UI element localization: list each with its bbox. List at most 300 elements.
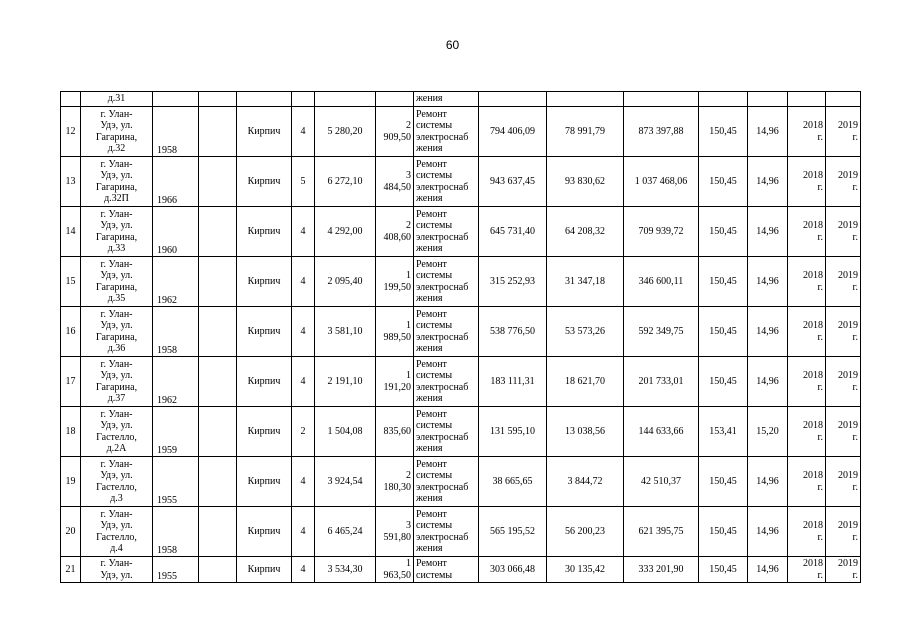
cell-work-line: системы — [416, 120, 453, 131]
cell-floors: 4 — [292, 457, 315, 507]
cell-area-living-line: 1 — [406, 320, 411, 331]
cell-empty — [199, 107, 237, 157]
cell-area-total: 6 272,10 — [315, 157, 376, 207]
cell-address — [81, 407, 153, 457]
cell-cost-sum: 333 201,90 — [624, 557, 699, 583]
cell-num: 21 — [61, 557, 81, 583]
cell-cost-sum: 709 939,72 — [624, 207, 699, 257]
cell-cost-extra: 93 830,62 — [547, 157, 624, 207]
cell-work-line: Ремонт — [416, 158, 447, 170]
cell-cost-total: 645 731,40 — [479, 207, 547, 257]
table-row — [61, 307, 861, 357]
cell-address-line: Гастелло, — [96, 431, 137, 443]
cell-work — [414, 407, 479, 457]
cell-year-start — [788, 207, 826, 257]
cell-material: Кирпич — [237, 107, 292, 157]
cell-cost-sum: 592 349,75 — [624, 307, 699, 357]
cell-year: 1966 — [153, 157, 199, 207]
cell-work-line: жения — [416, 543, 443, 554]
cell-floors: 4 — [292, 507, 315, 557]
cell-area-living — [376, 257, 414, 307]
cell-work-line: системы — [416, 470, 453, 481]
cell-floors: 2 — [292, 407, 315, 457]
table-row — [61, 207, 861, 257]
cell-area-total — [315, 92, 376, 107]
cell-cost-sum: 201 733,01 — [624, 357, 699, 407]
cell-area-living-line: 3 — [406, 520, 411, 531]
cell-address-line: Гагарина, — [95, 131, 138, 143]
cell-address-line: Гастелло, — [96, 481, 137, 493]
cell-year-start-line: 2018 — [803, 270, 823, 281]
cell-address-line: г. Улан- — [100, 508, 133, 520]
cell-num: 15 — [61, 257, 81, 307]
table-row-continued — [61, 92, 861, 107]
cell-work-line: Ремонт — [416, 208, 447, 220]
cell-year-start-line: 2018 — [803, 370, 823, 381]
cell-year-end-line: г. — [852, 431, 858, 443]
cell-material: Кирпич — [237, 357, 292, 407]
cell-cost-total: 565 195,52 — [479, 507, 547, 557]
cell-work-line: системы — [416, 370, 453, 381]
cell-cost-extra — [547, 92, 624, 107]
cell-year-start — [788, 507, 826, 557]
cell-area-living — [376, 557, 414, 583]
cell-area-living-line: 909,50 — [383, 131, 411, 143]
cell-work-line: жения — [416, 193, 443, 204]
cell-area-living — [376, 157, 414, 207]
cell-year-end — [826, 157, 861, 207]
cell-rate1: 150,45 — [699, 557, 748, 583]
cell-area-living — [376, 357, 414, 407]
cell-address-line: д.32П — [104, 193, 129, 204]
cell-cost-total: 794 406,09 — [479, 107, 547, 157]
cell-address-line: д.33 — [107, 243, 126, 254]
cell-cost-total: 538 776,50 — [479, 307, 547, 357]
cell-year-end-line: г. — [852, 231, 858, 243]
cell-area-living-line: 408,60 — [383, 231, 411, 243]
cell-cost-extra: 30 135,42 — [547, 557, 624, 583]
cell-area-living — [376, 107, 414, 157]
cell-work — [414, 257, 479, 307]
cell-year-end — [826, 92, 861, 107]
table-row — [61, 357, 861, 407]
cell-year: 1962 — [153, 257, 199, 307]
cell-work-line: электроснаб — [416, 531, 469, 543]
cell-num — [61, 92, 81, 107]
cell-area-total: 4 292,00 — [315, 207, 376, 257]
cell-area-living — [376, 407, 414, 457]
cell-year-end — [826, 207, 861, 257]
cell-work-line: электроснаб — [416, 331, 469, 343]
cell-year-end-line: 2019 — [838, 320, 858, 331]
cell-empty — [199, 357, 237, 407]
cell-work-line: системы — [416, 170, 453, 181]
cell-cost-extra: 3 844,72 — [547, 457, 624, 507]
cell-cost-total: 943 637,45 — [479, 157, 547, 207]
cell-year — [153, 92, 199, 107]
cell-year-start-line: 2018 — [803, 120, 823, 131]
cell-address-line: д.32 — [107, 143, 126, 154]
cell-floors — [292, 92, 315, 107]
cell-address-line: Удэ, ул. — [100, 370, 133, 381]
cell-work-line: жения — [416, 143, 443, 154]
cell-area-total: 3 534,30 — [315, 557, 376, 583]
cell-year-start — [788, 107, 826, 157]
cell-area-total: 2 095,40 — [315, 257, 376, 307]
cell-rate1: 150,45 — [699, 357, 748, 407]
cell-address-line: Гагарина, — [95, 281, 138, 293]
cell-area-living-line: 484,50 — [383, 181, 411, 193]
cell-year-start-line: г. — [817, 181, 823, 193]
cell-year-end — [826, 107, 861, 157]
cell-material: Кирпич — [237, 207, 292, 257]
cell-floors: 4 — [292, 307, 315, 357]
cell-address — [81, 157, 153, 207]
cell-work-line: Ремонт — [416, 108, 447, 120]
cell-year-start-line: г. — [817, 481, 823, 493]
cell-year-end — [826, 507, 861, 557]
cell-address-line: Удэ, ул. — [100, 520, 133, 531]
cell-area-total: 5 280,20 — [315, 107, 376, 157]
cell-work-line: системы — [416, 220, 453, 231]
cell-area-living — [376, 507, 414, 557]
page-number: 60 — [445, 38, 460, 52]
cell-year-end — [826, 357, 861, 407]
cell-area-living-line: 180,30 — [383, 481, 411, 493]
table-row — [61, 257, 861, 307]
cell-year-end-line: г. — [852, 531, 858, 543]
cell-empty — [199, 557, 237, 583]
cell-year-start-line: г. — [817, 531, 823, 543]
cell-area-living-line: 2 — [406, 220, 411, 231]
cell-work-line: Ремонт — [416, 358, 447, 370]
cell-address — [81, 507, 153, 557]
housing-repair-table — [60, 91, 861, 583]
cell-cost-total: 303 066,48 — [479, 557, 547, 583]
cell-rate1: 150,45 — [699, 257, 748, 307]
cell-year-end-line: 2019 — [838, 420, 858, 431]
cell-work: жения — [414, 92, 479, 107]
cell-address-line: г. Улан- — [100, 108, 133, 120]
cell-address — [81, 257, 153, 307]
cell-rate2: 14,96 — [748, 307, 788, 357]
cell-year-start-line: г. — [817, 281, 823, 293]
cell-address-line: Удэ, ул. — [100, 170, 133, 181]
cell-num: 16 — [61, 307, 81, 357]
cell-rate2: 14,96 — [748, 157, 788, 207]
cell-material: Кирпич — [237, 507, 292, 557]
cell-work-line: системы — [416, 569, 453, 581]
cell-empty — [199, 157, 237, 207]
cell-rate2: 15,20 — [748, 407, 788, 457]
cell-area-total: 6 465,24 — [315, 507, 376, 557]
cell-rate1: 150,45 — [699, 307, 748, 357]
cell-year-end — [826, 557, 861, 583]
cell-num: 17 — [61, 357, 81, 407]
cell-num: 18 — [61, 407, 81, 457]
cell-rate2: 14,96 — [748, 107, 788, 157]
cell-address-line: г. Улан- — [100, 458, 133, 470]
cell-address-line: д.4 — [110, 543, 123, 554]
cell-area-living-line: 1 — [406, 370, 411, 381]
cell-work-line: Ремонт — [416, 258, 447, 270]
cell-address — [81, 357, 153, 407]
table-row — [61, 107, 861, 157]
cell-year-start — [788, 257, 826, 307]
cell-address-line: д.36 — [107, 343, 126, 354]
cell-address-line: г. Улан- — [100, 208, 133, 220]
cell-year: 1958 — [153, 107, 199, 157]
cell-address-line: д.3 — [110, 493, 123, 504]
cell-area-living-line: 3 — [406, 170, 411, 181]
cell-year-start — [788, 357, 826, 407]
cell-cost-extra: 13 038,56 — [547, 407, 624, 457]
cell-work-line: системы — [416, 270, 453, 281]
cell-rate2: 14,96 — [748, 357, 788, 407]
cell-year-start-line: г. — [817, 431, 823, 443]
cell-address — [81, 457, 153, 507]
cell-address-line: Удэ, ул. — [100, 220, 133, 231]
cell-year-end — [826, 257, 861, 307]
cell-empty — [199, 207, 237, 257]
cell-address-line: г. Улан- — [100, 408, 133, 420]
cell-empty — [199, 407, 237, 457]
cell-work-line: жения — [416, 443, 443, 454]
cell-year-end-line: 2019 — [838, 520, 858, 531]
cell-floors: 4 — [292, 257, 315, 307]
table-row — [61, 157, 861, 207]
cell-area-total: 3 924,54 — [315, 457, 376, 507]
cell-year-start-line: г. — [817, 381, 823, 393]
cell-material: Кирпич — [237, 257, 292, 307]
cell-year-end-line: г. — [852, 281, 858, 293]
cell-work-line: электроснаб — [416, 431, 469, 443]
cell-work — [414, 157, 479, 207]
cell-work — [414, 207, 479, 257]
cell-area-living-line: 2 — [406, 470, 411, 481]
cell-cost-extra: 64 208,32 — [547, 207, 624, 257]
cell-material: Кирпич — [237, 557, 292, 583]
cell-num: 12 — [61, 107, 81, 157]
cell-year-end-line: г. — [852, 381, 858, 393]
cell-cost-sum: 346 600,11 — [624, 257, 699, 307]
cell-work-line: электроснаб — [416, 231, 469, 243]
cell-material — [237, 92, 292, 107]
cell-area-living-line: 835,60 — [383, 425, 411, 437]
cell-year-start-line: 2018 — [803, 420, 823, 431]
cell-work — [414, 507, 479, 557]
cell-year-start-line: 2018 — [803, 170, 823, 181]
cell-address-line: г. Улан- — [100, 158, 133, 170]
cell-year-end — [826, 457, 861, 507]
cell-address-line: г. Улан- — [100, 558, 133, 569]
cell-year: 1958 — [153, 307, 199, 357]
cell-year: 1955 — [153, 557, 199, 583]
cell-rate2: 14,96 — [748, 457, 788, 507]
cell-num: 19 — [61, 457, 81, 507]
cell-work-line: электроснаб — [416, 381, 469, 393]
cell-area-living-line: 1 — [406, 270, 411, 281]
cell-material: Кирпич — [237, 407, 292, 457]
cell-address-line: г. Улан- — [100, 258, 133, 270]
cell-year-end-line: 2019 — [838, 220, 858, 231]
cell-cost-extra: 56 200,23 — [547, 507, 624, 557]
cell-num: 14 — [61, 207, 81, 257]
cell-work-line: электроснаб — [416, 131, 469, 143]
cell-rate1: 153,41 — [699, 407, 748, 457]
cell-rate1: 150,45 — [699, 457, 748, 507]
cell-year-end-line: 2019 — [838, 120, 858, 131]
cell-rate1: 150,45 — [699, 107, 748, 157]
cell-rate1: 150,45 — [699, 207, 748, 257]
cell-year-end-line: 2019 — [838, 270, 858, 281]
cell-cost-sum — [624, 92, 699, 107]
cell-empty — [199, 92, 237, 107]
cell-cost-total: 315 252,93 — [479, 257, 547, 307]
cell-year-start-line: 2018 — [803, 220, 823, 231]
cell-num: 20 — [61, 507, 81, 557]
cell-work-line: Ремонт — [416, 308, 447, 320]
cell-floors: 4 — [292, 357, 315, 407]
cell-year-start-line: 2018 — [803, 520, 823, 531]
cell-cost-sum: 42 510,37 — [624, 457, 699, 507]
cell-year-start-line: г. — [817, 131, 823, 143]
cell-cost-total — [479, 92, 547, 107]
table-row — [61, 457, 861, 507]
cell-work-line: жения — [416, 343, 443, 354]
cell-work-line: системы — [416, 320, 453, 331]
cell-work — [414, 557, 479, 583]
cell-year-end-line: 2019 — [838, 170, 858, 181]
cell-address — [81, 107, 153, 157]
cell-work-line: системы — [416, 520, 453, 531]
cell-year-end-line: 2019 — [838, 558, 858, 569]
cell-year-start — [788, 92, 826, 107]
cell-year-end — [826, 307, 861, 357]
cell-year-start-line: г. — [817, 331, 823, 343]
cell-year-start-line: 2018 — [803, 320, 823, 331]
cell-rate2: 14,96 — [748, 257, 788, 307]
cell-address-line: Гагарина, — [95, 231, 138, 243]
cell-address-line: Удэ, ул. — [100, 320, 133, 331]
table-body — [61, 92, 861, 583]
cell-cost-sum: 621 395,75 — [624, 507, 699, 557]
cell-work — [414, 457, 479, 507]
cell-cost-total: 131 595,10 — [479, 407, 547, 457]
cell-year-start — [788, 457, 826, 507]
cell-year-start — [788, 307, 826, 357]
cell-area-living-line: 1 — [406, 558, 411, 569]
cell-year-end — [826, 407, 861, 457]
cell-floors: 4 — [292, 557, 315, 583]
cell-year-start — [788, 157, 826, 207]
cell-address-line: Удэ, ул. — [100, 270, 133, 281]
cell-year: 1960 — [153, 207, 199, 257]
cell-address-line: д.35 — [107, 293, 126, 304]
cell-area-living-line: 989,50 — [383, 331, 411, 343]
cell-year: 1959 — [153, 407, 199, 457]
cell-address — [81, 207, 153, 257]
cell-year-end-line: 2019 — [838, 470, 858, 481]
cell-work-line: жения — [416, 293, 443, 304]
cell-cost-sum: 1 037 468,06 — [624, 157, 699, 207]
cell-floors: 4 — [292, 207, 315, 257]
cell-cost-extra: 18 621,70 — [547, 357, 624, 407]
cell-address-line: д.2А — [106, 443, 127, 454]
cell-rate2: 14,96 — [748, 507, 788, 557]
cell-area-living — [376, 207, 414, 257]
cell-address-line: Гастелло, — [96, 531, 137, 543]
cell-floors: 4 — [292, 107, 315, 157]
cell-work — [414, 107, 479, 157]
cell-year-end-line: г. — [852, 331, 858, 343]
cell-empty — [199, 507, 237, 557]
cell-address-line: Удэ, ул. — [100, 569, 133, 581]
cell-work — [414, 357, 479, 407]
cell-cost-sum: 144 633,66 — [624, 407, 699, 457]
cell-area-living — [376, 307, 414, 357]
cell-address-line: Гагарина, — [95, 181, 138, 193]
cell-work-line: жения — [416, 243, 443, 254]
cell-year-start — [788, 557, 826, 583]
cell-cost-total: 183 111,31 — [479, 357, 547, 407]
cell-address-line: г. Улан- — [100, 358, 133, 370]
cell-work-line: электроснаб — [416, 181, 469, 193]
cell-floors: 5 — [292, 157, 315, 207]
cell-cost-extra: 53 573,26 — [547, 307, 624, 357]
cell-year-start-line: 2018 — [803, 470, 823, 481]
cell-work-line: электроснаб — [416, 481, 469, 493]
cell-year-start-line: г. — [817, 569, 823, 581]
cell-year-start — [788, 407, 826, 457]
cell-year: 1955 — [153, 457, 199, 507]
cell-work-line: Ремонт — [416, 458, 447, 470]
cell-area-living — [376, 92, 414, 107]
cell-year-start-line: г. — [817, 231, 823, 243]
cell-year: 1962 — [153, 357, 199, 407]
cell-area-living — [376, 457, 414, 507]
cell-year: 1958 — [153, 507, 199, 557]
cell-address-line: Удэ, ул. — [100, 420, 133, 431]
cell-area-total: 3 581,10 — [315, 307, 376, 357]
cell-rate2: 14,96 — [748, 207, 788, 257]
cell-cost-extra: 78 991,79 — [547, 107, 624, 157]
cell-address-line: Удэ, ул. — [100, 120, 133, 131]
cell-address-line: д.37 — [107, 393, 126, 404]
cell-work-line: Ремонт — [416, 558, 447, 569]
cell-address-line: Гагарина, — [95, 381, 138, 393]
cell-year-start-line: 2018 — [803, 558, 823, 569]
table-row — [61, 557, 861, 583]
cell-empty — [199, 257, 237, 307]
cell-material: Кирпич — [237, 307, 292, 357]
cell-year-end-line: г. — [852, 131, 858, 143]
cell-work-line: системы — [416, 420, 453, 431]
cell-work-line: Ремонт — [416, 508, 447, 520]
cell-area-living-line: 963,50 — [383, 569, 411, 581]
cell-area-total: 1 504,08 — [315, 407, 376, 457]
cell-rate2 — [748, 92, 788, 107]
cell-address — [81, 307, 153, 357]
cell-material: Кирпич — [237, 157, 292, 207]
cell-rate2: 14,96 — [748, 557, 788, 583]
cell-area-total: 2 191,10 — [315, 357, 376, 407]
cell-year-end-line: г. — [852, 181, 858, 193]
cell-year-end-line: г. — [852, 481, 858, 493]
cell-address-line: Гагарина, — [95, 331, 138, 343]
cell-work-line: Ремонт — [416, 408, 447, 420]
cell-year-end-line: 2019 — [838, 370, 858, 381]
